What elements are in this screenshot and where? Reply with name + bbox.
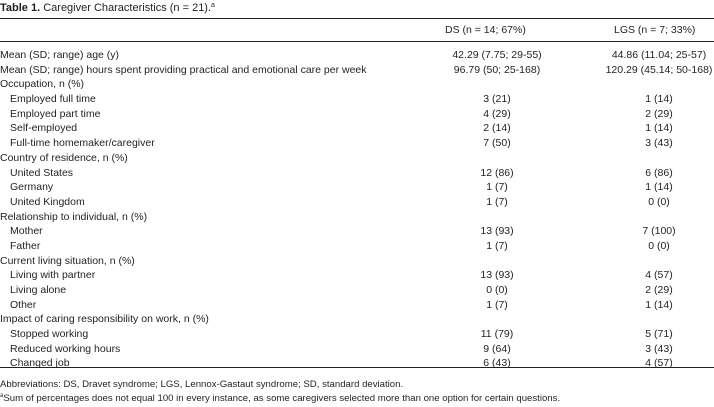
ds-value: 1 (7): [486, 239, 508, 252]
section-header-row: [0, 210, 714, 225]
table-row: [0, 239, 714, 254]
ds-value: 12 (86): [480, 166, 514, 179]
row-label: United Kingdom: [10, 195, 85, 208]
table-row: [0, 327, 714, 342]
table-title: Caregiver Characteristics (n = 21).: [43, 2, 212, 14]
ds-value: 1 (7): [486, 298, 508, 311]
row-label: Stopped working: [10, 328, 89, 341]
ds-value: 7 (50): [483, 137, 511, 150]
ds-value: 96.79 (50; 25-168): [453, 63, 541, 76]
lgs-value: 0 (0): [648, 239, 670, 252]
table-row: [0, 121, 714, 136]
row-label: Father: [10, 239, 41, 252]
row-label: Germany: [10, 181, 54, 194]
lgs-value: 3 (43): [645, 137, 673, 150]
ds-value: 0 (0): [486, 284, 508, 296]
ds-value: 6 (43): [483, 357, 511, 370]
lgs-value: 2 (29): [645, 107, 673, 120]
lgs-value: 4 (57): [645, 357, 673, 370]
header-rule: [0, 41, 714, 42]
table-row: [0, 92, 714, 107]
lgs-value: 1 (14): [645, 122, 673, 135]
section-header-row: [0, 254, 714, 269]
table-caption: [0, 1, 215, 15]
lgs-value: 2 (29): [645, 284, 673, 296]
lgs-value: 6 (86): [645, 166, 673, 179]
lgs-value: 1 (14): [645, 93, 673, 106]
row-label: Mother: [10, 225, 43, 238]
column-header-ds: DS (n = 14; 67%): [445, 24, 526, 36]
section-label: Current living situation, n (%): [0, 254, 135, 267]
column-header-lgs: LGS (n = 7; 33%): [614, 24, 696, 36]
row-label: Other: [10, 298, 37, 311]
section-label: Occupation, n (%): [0, 78, 85, 91]
row-label: Full-time homemaker/caregiver: [10, 137, 155, 150]
row-label: Employed part time: [10, 107, 101, 120]
row-label: Living alone: [10, 284, 67, 296]
lgs-value: 44.86 (11.04; 25-57): [611, 49, 707, 61]
abbreviations-footnote: Abbreviations: DS, Dravet syndrome; LGS, Lennox-Gastaut syndrome; SD, standard deviation.: [0, 379, 404, 390]
table-body: [0, 48, 714, 371]
table-row: [0, 298, 714, 313]
lgs-value: 3 (43): [645, 342, 673, 355]
section-header-row: [0, 312, 714, 327]
ds-value: 13 (93): [480, 225, 514, 238]
lgs-value: 0 (0): [648, 195, 670, 208]
lgs-value: 4 (57): [645, 269, 673, 282]
table-row: [0, 268, 714, 283]
ds-value: 11 (79): [480, 328, 514, 341]
section-header-row: [0, 77, 714, 92]
section-label: Country of residence, n (%): [0, 151, 128, 164]
row-label: Mean (SD; range) hours spent providing practical and emotional care per week: [0, 63, 367, 76]
table-row: [0, 342, 714, 357]
table-row: [0, 195, 714, 210]
section-label: Impact of caring responsibility on work, n (%): [0, 313, 209, 326]
row-label: Mean (SD; range) age (y): [0, 49, 120, 61]
lgs-value: 1 (14): [645, 298, 673, 311]
footnote-marker: a: [0, 393, 4, 399]
table-row: [0, 107, 714, 122]
section-header-row: [0, 151, 714, 166]
row-label: Self-employed: [10, 122, 78, 135]
section-label: Relationship to individual, n (%): [0, 210, 148, 223]
table-number: Table 1.: [0, 2, 41, 14]
row-label: Living with partner: [10, 269, 96, 282]
table-row: [0, 166, 714, 181]
ds-value: 1 (7): [486, 181, 508, 194]
table-row: [0, 283, 714, 298]
table-row: [0, 63, 714, 78]
lgs-value: 1 (14): [645, 181, 673, 194]
footnote-text: Sum of percentages does not equal 100 in every instance, as some caregivers selected more than one option for certain questions.: [3, 393, 561, 404]
row-label: United States: [10, 166, 74, 179]
caption-footnote-marker: a: [211, 2, 215, 9]
lgs-value: 120.29 (45.14; 50-168): [605, 63, 713, 76]
lgs-value: 5 (71): [645, 328, 673, 341]
ds-value: 42.29 (7.75; 29-55): [452, 49, 542, 61]
table-row: [0, 180, 714, 195]
row-label: Reduced working hours: [10, 342, 121, 355]
lgs-value: 7 (100): [642, 225, 676, 238]
ds-value: 4 (29): [483, 107, 511, 120]
ds-value: 3 (21): [483, 93, 511, 106]
ds-value: 13 (93): [480, 269, 514, 282]
row-label: Employed full time: [10, 93, 96, 106]
ds-value: 1 (7): [486, 195, 508, 208]
table-row: [0, 136, 714, 151]
percentage-footnote: [0, 393, 560, 405]
ds-value: 2 (14): [483, 122, 511, 135]
table-row: [0, 48, 714, 63]
table-row: [0, 224, 714, 239]
table-row: [0, 356, 714, 371]
row-label: Changed job: [10, 357, 70, 370]
bottom-rule: [0, 367, 714, 368]
ds-value: 9 (64): [483, 342, 511, 355]
top-rule: [0, 18, 714, 19]
